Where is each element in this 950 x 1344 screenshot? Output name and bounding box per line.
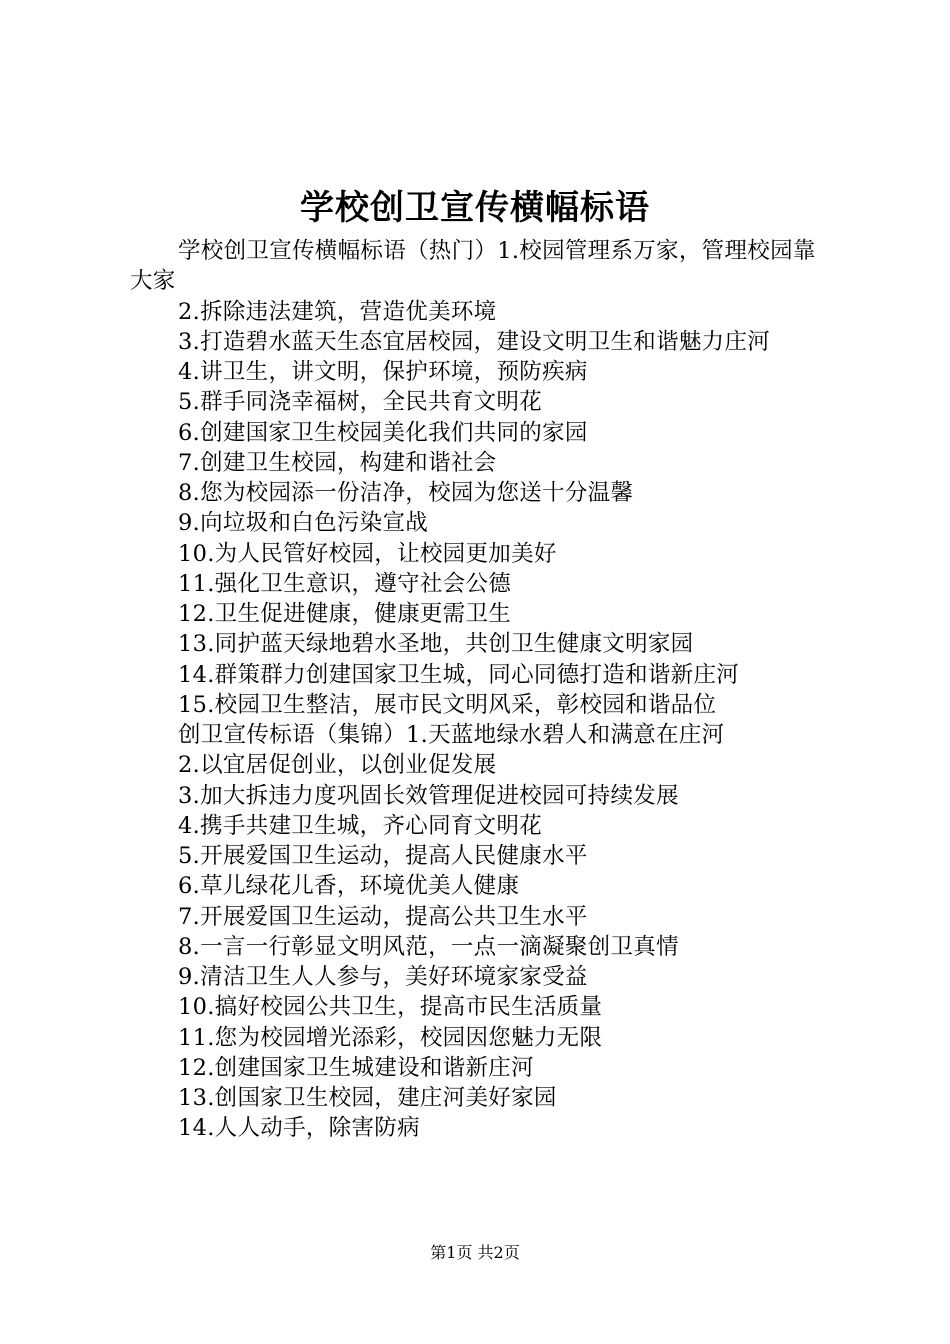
paragraph-5: 5.群手同浇幸福树，全民共育文明花 <box>178 389 543 416</box>
paragraph-15: 15.校园卫生整洁，展市民文明风采，彰校园和谐品位 <box>178 691 717 718</box>
paragraph-2: 2.拆除违法建筑，营造优美环境 <box>178 298 497 325</box>
paragraph-26: 11.您为校园增光添彩，校园因您魅力无限 <box>178 1024 603 1051</box>
document-title: 学校创卫宣传横幅标语 <box>300 188 650 228</box>
paragraph-10: 10.为人民管好校园，让校园更加美好 <box>178 540 557 567</box>
paragraph-19: 4.携手共建卫生城，齐心同育文明花 <box>178 812 543 839</box>
paragraph-16: 创卫宣传标语（集锦）1.天蓝地绿水碧人和满意在庄河 <box>178 722 725 748</box>
page-number-footer: 第1页 共2页 <box>430 1243 520 1262</box>
paragraph-27: 12.创建国家卫生城建设和谐新庄河 <box>178 1054 534 1081</box>
paragraph-20: 5.开展爱国卫生运动，提高人民健康水平 <box>178 843 588 869</box>
paragraph-3: 3.打造碧水蓝天生态宜居校园，建设文明卫生和谐魅力庄河 <box>178 328 771 355</box>
paragraph-28: 13.创国家卫生校园，建庄河美好家园 <box>178 1085 557 1111</box>
paragraph-21: 6.草儿绿花儿香，环境优美人健康 <box>178 873 520 900</box>
paragraph-4: 4.讲卫生，讲文明，保护环境，预防疾病 <box>178 359 588 385</box>
document-body <box>130 236 835 1144</box>
paragraph-7: 7.创建卫生校园，构建和谐社会 <box>178 449 497 476</box>
paragraph-25: 10.搞好校园公共卫生，提高市民生活质量 <box>178 994 603 1021</box>
paragraph-12: 12.卫生促进健康，健康更需卫生 <box>178 601 512 627</box>
paragraph-14: 14.群策群力创建国家卫生城，同心同德打造和谐新庄河 <box>178 661 740 688</box>
paragraph-18: 3.加大拆违力度巩固长效管理促进校园可持续发展 <box>178 782 679 809</box>
paragraph-13: 13.同护蓝天绿地碧水圣地，共创卫生健康文明家园 <box>178 631 694 658</box>
paragraph-8: 8.您为校园添一份洁净，校园为您送十分温馨 <box>178 480 634 506</box>
paragraph-22: 7.开展爱国卫生运动，提高公共卫生水平 <box>178 903 588 930</box>
paragraph-9: 9.向垃圾和白色污染宣战 <box>178 510 429 537</box>
paragraph-24: 9.清洁卫生人人参与，美好环境家家受益 <box>178 964 588 990</box>
paragraph-1: 学校创卫宣传横幅标语（热门）1.校园管理系万家，管理校园靠大家 <box>130 238 816 295</box>
paragraph-6: 6.创建国家卫生校园美化我们共同的家园 <box>178 419 588 446</box>
paragraph-29: 14.人人动手，除害防病 <box>178 1115 420 1142</box>
paragraph-23: 8.一言一行彰显文明风范，一点一滴凝聚创卫真情 <box>178 933 679 960</box>
paragraph-17: 2.以宜居促创业，以创业促发展 <box>178 752 497 779</box>
paragraph-11: 11.强化卫生意识，遵守社会公德 <box>178 570 512 597</box>
